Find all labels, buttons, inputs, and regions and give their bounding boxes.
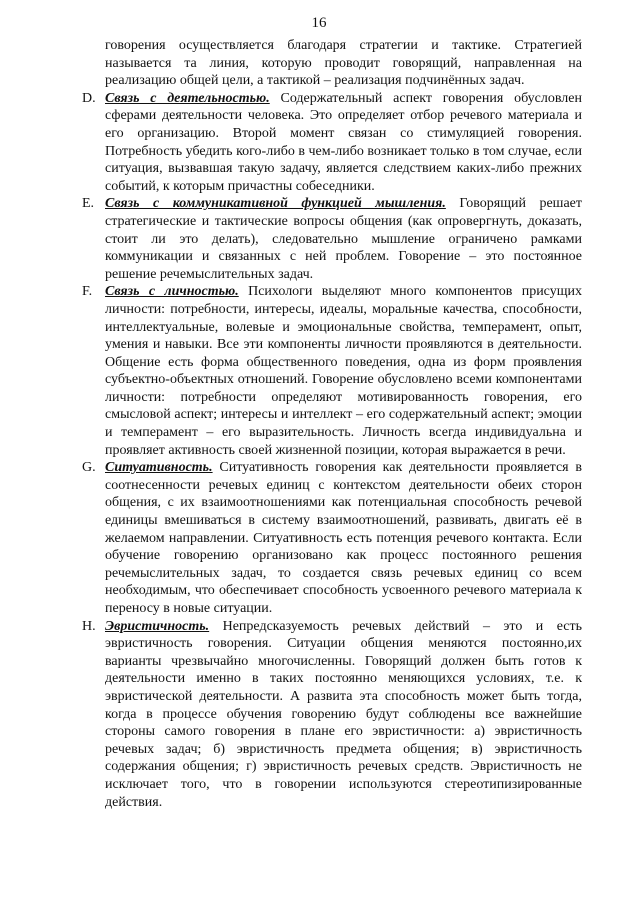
item-heading: Связь с личностью. [105,284,239,300]
paragraph-text: Содержательный аспект говорения обусловлен сферами деятельности человека. Это определяет отбор речевого материала и его организацию. Второй момент связан со стимуляцией говорения. Потребность убедить кого-либо в чем-либо возникает только в том случае, если ситуация, вызвавшая такую задачу, является следствием каких-либо прежних событий, к которым причастны собеседники. [105,90,582,194]
list-item-f [82,283,582,459]
list-marker: E. [82,196,95,212]
list-item-d [82,90,582,196]
paragraph-text: говорения осуществляется благодаря стратегии и тактике. Стратегией называется та линия, которую проводит говорящий, направленная на реализацию общей цели, а тактикой – реализация подчинённых задач. [105,38,582,89]
paragraph-text: Психологи выделяют много компонентов присущих личности: потребности, интересы, идеалы, моральные качества, способности, интеллектуальные, волевые и эмоциональные свойства, темперамент, опыт, умения и навыки. Все эти компоненты личности проявляются в деятельности. Общение есть форма общественного поведения, одна из форм проявления субъектно-объектных отношений. Говорение обусловлено всеми компонентами личности: потребности определяют мотивированность говорения, его смысловой аспект; интересы и интеллект – его содержательный аспект; эмоции и темперамент – его выразительность. Личность всегда индивидуальна и проявляет активность своей жизненной позиции, которая выражается в речи. [105,284,582,458]
list-marker: G. [82,460,96,476]
page-number: 16 [311,15,327,31]
list-marker: D. [82,90,96,106]
item-heading: Связь с деятельностью. [105,90,270,106]
list-marker: F. [82,284,93,300]
paragraph-text: Непредсказуемость речевых действий – это и есть эвристичность говорения. Ситуации общения меняются постоянно,их варианты чрезвычайно многочисленны. Говорящий должен быть готов к деятельности именно в таких постоянно меняющихся условиях, т.е. к эвристической деятельности. А развита эта способность может быть тогда, когда в процессе обучения говорению будут соблюдены все важнейшие стороны самого говорения в плане его эвристичности: а) эвристичность речевых задач; б) эвристичность предмета общения; в) эвристичность содержания общения; г) эвристичность речевых средств. Эвристичность не исключает того, что в говорении используются стереотипизированные действия. [105,618,582,810]
list-item-g [82,459,582,617]
list-item-h [82,618,582,812]
list-marker: H. [82,618,96,634]
paragraph-text: Говорящий решает стратегические и тактические вопросы общения (как опровергнуть, доказать, стоит ли это делать), следовательно мышление ограничено рамками коммуникации и связанных с ней проблем. Говорение – это постоянное решение речемыслительных задач. [105,196,582,282]
item-heading: Ситуативность. [105,460,213,476]
item-heading: Связь с коммуникативной функцией мышления. [105,196,446,212]
paragraph-continuation [82,37,582,90]
list-item-e [82,195,582,283]
item-heading: Эвристичность. [105,618,210,634]
paragraph-text: Ситуативность говорения как деятельности проявляется в соотнесенности речевых единиц с контекстом деятельности обеих сторон общения, с их взаимоотношениями как потенциальная способность речевой единицы вмешиваться в систему взаимоотношений, развивать, двигать её в желаемом направлении. Ситуативность есть потенция речевого контакта. Если обучение говорению организовано как процесс постоянного решения речемыслительных задач, то создается связь речевых единиц со всем необходимым, что обеспечивает способность усвоенного речевого материала к переносу в новые ситуации. [105,460,582,616]
page-body [82,37,582,811]
